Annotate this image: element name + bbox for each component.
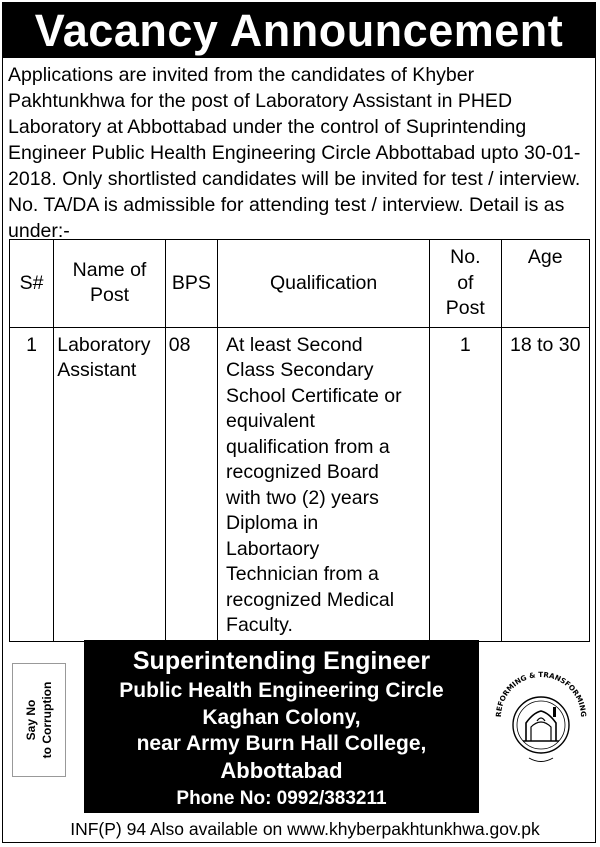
seal-arc-text: REFORMING & TRANSFORMING <box>493 669 589 718</box>
qualification-line: At least Second <box>226 333 363 356</box>
qualification-line: Technician from a <box>226 563 379 585</box>
cell-name-line: Assistant <box>57 359 137 381</box>
qualification-line: School Certificate or <box>226 384 402 407</box>
cell-qualification <box>218 327 430 641</box>
header-name-line: Name of <box>72 258 147 281</box>
cell-number-of-posts: 1 <box>430 327 501 641</box>
qualification-line: with two (2) years <box>226 486 379 509</box>
intro-paragraph: Applications are invited from the candidates of Khyber Pakhtunkhwa for the post of Laboratory Assistant in PHED Laboratory at Abbottabad under the control of Suprintending Engineer Public Health Engineering Circle Abbottabad upto 30-01-2018. Only shortlisted candidates will be invited for test / interview. No. TA/DA is admissible for attending test / interview. Detail is as under:- <box>8 64 581 242</box>
engineer-office: Public Health Engineering Circle <box>119 679 444 702</box>
engineer-address-line: near Army Burn Hall College, <box>136 732 427 755</box>
anti-corruption-line: to Corruption <box>40 681 54 759</box>
header-qualification: Qualification <box>218 240 430 328</box>
header-age: Age <box>501 240 590 328</box>
header-posts-line: Post <box>445 297 485 319</box>
qualification-line: Faculty. <box>226 614 293 636</box>
header-name-line: Post <box>89 284 130 307</box>
cell-name-line: Laboratory <box>57 333 151 356</box>
page-title: Vacancy Announcement <box>3 3 595 58</box>
cell-serial: 1 <box>10 327 54 641</box>
vacancy-table <box>9 239 590 642</box>
header-posts-line: of <box>457 271 474 294</box>
kp-government-seal-icon <box>493 655 589 775</box>
qualification-line: Class Secondary <box>226 359 374 381</box>
seal-graphic <box>493 655 589 775</box>
engineer-contact-block <box>84 640 479 813</box>
qualification-line: Diploma in <box>226 512 319 534</box>
header-bps: BPS <box>165 240 217 328</box>
header-name-of-post <box>54 240 166 328</box>
qualification-line: recognized Medical <box>226 588 395 611</box>
anti-corruption-line: Say No <box>24 699 38 741</box>
say-no-to-corruption-badge <box>12 663 66 777</box>
footer-note: INF(P) 94 Also available on www.khyberpakhtunkhwa.gov.pk <box>70 819 540 839</box>
header-number-of-posts <box>430 240 501 328</box>
table-row <box>10 327 590 641</box>
engineer-phone: Phone No: 0992/383211 <box>176 788 387 809</box>
engineer-title: Superintending Engineer <box>132 647 431 675</box>
cell-name-of-post <box>54 327 166 641</box>
header-posts-line: No. <box>450 246 481 268</box>
qualification-line: qualification from a <box>226 435 390 458</box>
header-serial: S# <box>10 240 54 328</box>
table-header-row <box>10 240 590 328</box>
engineer-city: Abbottabad <box>220 757 343 783</box>
engineer-address-line: Kaghan Colony, <box>202 705 361 729</box>
say-no-to-corruption-text <box>13 664 65 776</box>
qualification-line: Labortaory <box>226 537 320 560</box>
cell-bps: 08 <box>165 327 217 641</box>
cell-age: 18 to 30 <box>501 327 590 641</box>
qualification-line: recognized Board <box>226 461 379 483</box>
qualification-line: equivalent <box>226 410 315 432</box>
